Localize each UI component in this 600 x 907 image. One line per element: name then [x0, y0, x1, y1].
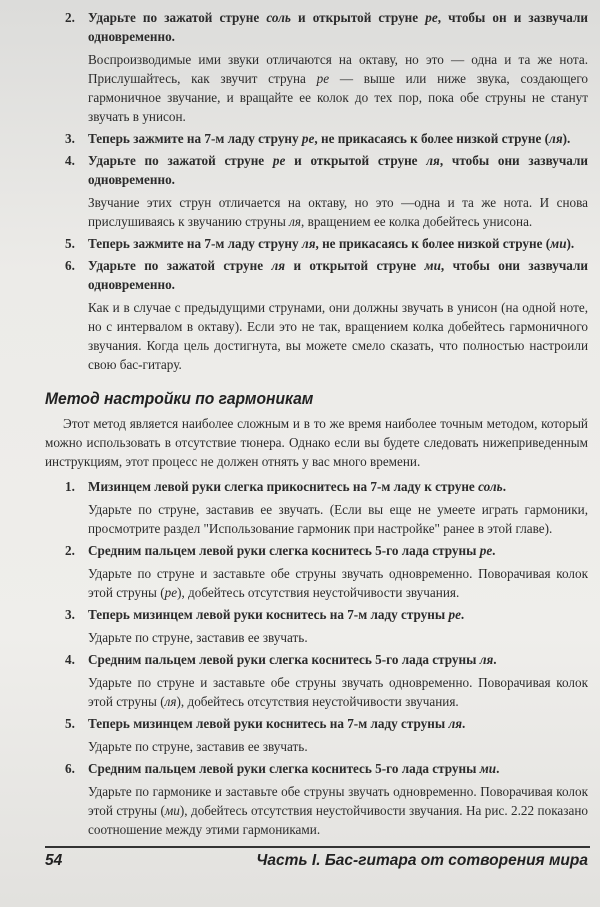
text-run: ).	[566, 236, 575, 251]
text-run: Средним пальцем левой руки слегка коснитесь 5-го лада струны	[88, 543, 480, 558]
step-number: 3.	[65, 131, 75, 146]
text-run: Средним пальцем левой руки слегка коснитесь 5-го лада струны	[88, 652, 480, 667]
step-title	[88, 714, 588, 733]
step-title	[88, 541, 588, 560]
italic-term: ре	[272, 153, 286, 168]
text-run: .	[496, 761, 500, 776]
text-run: Теперь зажмите на 7-м ладу струну	[88, 236, 302, 251]
text-run: Ударьте по струне и заставьте обе струны звучать одновременно. Поворачивая колок этой струны (	[88, 675, 588, 709]
italic-term: ми	[164, 803, 180, 818]
step-body	[88, 564, 588, 602]
italic-term: ля	[289, 214, 302, 229]
italic-term: ре	[448, 607, 461, 622]
text-run: и открытой струне	[285, 258, 425, 273]
text-run: Ударьте по струне, заставив ее звучать. (Если вы еще не умеете играть гармоники, просмотрите раздел "Использование гармоник при настройке" ранее в этой главе).	[88, 502, 588, 536]
text-run: ).	[562, 131, 571, 146]
step-title	[88, 256, 588, 294]
step-title	[88, 8, 588, 46]
step-title	[88, 650, 588, 669]
step-body	[88, 500, 588, 538]
text-run: Ударьте по гармонике и заставьте обе струны звучать одновременно. Поворачивая колок этой струны (	[88, 784, 588, 818]
text-run: Ударьте по зажатой струне	[88, 153, 273, 168]
text-run: Ударьте по струне, заставив ее звучать.	[88, 630, 308, 645]
step-body	[88, 737, 588, 756]
italic-term: ля	[448, 716, 463, 731]
running-title: Часть I. Бас-гитара от сотворения мира	[256, 852, 588, 869]
italic-term: соль	[266, 10, 291, 25]
text-run: Ударьте по зажатой струне	[88, 258, 272, 273]
italic-term: ми	[424, 258, 441, 273]
text-run: , чтобы они зазвучали одновременно.	[88, 258, 589, 292]
text-run: .	[492, 543, 496, 558]
text-run: Теперь мизинцем левой руки коснитесь на 7-м ладу струны	[88, 716, 449, 731]
step-number: 2.	[65, 10, 75, 25]
step-number: 5.	[65, 236, 75, 251]
italic-term: ре	[301, 131, 315, 146]
text-run: .	[493, 652, 497, 667]
step-number: 4.	[65, 652, 75, 667]
text-run: Звучание этих струн отличается на октаву, но это —одна и та же нота. И снова прислушиваясь к звучанию струны	[88, 195, 588, 229]
page-number: 54	[45, 852, 63, 869]
page-body	[45, 8, 588, 842]
step-title	[88, 759, 588, 778]
text-run: ), добейтесь отсутствия неустойчивости звучания. На рис. 2.22 показано соотношение между этими гармониками.	[88, 803, 588, 837]
step-body	[88, 628, 588, 647]
step-2-top	[65, 8, 589, 126]
harm-step-5	[65, 714, 588, 756]
step-4-top	[65, 151, 589, 231]
text-run: , вращением ее колка добейтесь унисона.	[301, 214, 533, 229]
harm-step-2	[65, 541, 588, 602]
italic-term: ля	[426, 153, 440, 168]
text-run: Ударьте по струне и заставьте обе струны звучать одновременно. Поворачивая колок этой струны (	[88, 566, 588, 600]
step-number: 3.	[65, 607, 75, 622]
italic-term: ля	[549, 131, 563, 146]
footer-rule	[45, 846, 590, 848]
italic-term: ля	[164, 694, 177, 709]
text-run: , чтобы он и зазвучали одновременно.	[88, 10, 589, 44]
step-6-top	[65, 256, 589, 374]
section-heading: Метод настройки по гармоникам	[45, 389, 314, 408]
text-run: Ударьте по зажатой струне	[88, 10, 267, 25]
step-body	[88, 298, 588, 374]
text-run: Мизинцем левой руки слегка прикоснитесь на 7-м ладу к струне	[88, 479, 479, 494]
text-run: и открытой струне	[285, 153, 427, 168]
italic-term: ля	[479, 652, 494, 667]
step-body	[88, 782, 588, 839]
step-number: 5.	[65, 716, 75, 731]
step-number: 6.	[65, 258, 75, 273]
step-title	[88, 605, 588, 624]
italic-term: ля	[271, 258, 286, 273]
text-run: Ударьте по струне, заставив ее звучать.	[88, 739, 308, 754]
step-number: 6.	[65, 761, 75, 776]
text-run: , чтобы они зазвучали одновременно.	[88, 153, 589, 187]
italic-term: ре	[164, 585, 178, 600]
step-body	[88, 673, 588, 711]
text-run: Воспроизводимые ими звуки отличаются на октаву, но это — одна и та же нота. Прислушайтесь, как звучит струна	[88, 52, 588, 86]
italic-term: ми	[479, 761, 497, 776]
step-5-top	[65, 234, 588, 253]
text-run: .	[462, 716, 466, 731]
step-number: 1.	[65, 479, 75, 494]
text-run: ), добейтесь отсутствия неустойчивости звучания.	[176, 694, 459, 709]
italic-term: ля	[301, 236, 316, 251]
italic-term: ре	[316, 71, 330, 86]
step-3-top	[65, 129, 588, 148]
harm-step-6	[65, 759, 588, 839]
text-run: , не прикасаясь к более низкой струне (	[315, 236, 551, 251]
step-title	[88, 234, 588, 253]
italic-term: ре	[425, 10, 438, 25]
harm-step-4	[65, 650, 588, 711]
italic-term: соль	[478, 479, 503, 494]
step-number: 2.	[65, 543, 75, 558]
step-body	[88, 50, 588, 126]
text-run: Как и в случае с предыдущими струнами, они должны звучать в унисон (на одной ноте, но с интервалом в октаву). Если это не так, вращением колка добейтесь гармоничного звучания. Когда цель достигнута, вы можете смело сказать, что полностью настроили свою бас-гитару.	[88, 300, 588, 372]
text-run: ), добейтесь отсутствия неустойчивости звучания.	[177, 585, 460, 600]
text-run: и открытой струне	[290, 10, 426, 25]
text-run: .	[502, 479, 506, 494]
step-title	[88, 477, 588, 496]
text-run: Средним пальцем левой руки слегка коснитесь 5-го лада струны	[88, 761, 480, 776]
step-title	[88, 151, 588, 189]
step-number: 4.	[65, 153, 75, 168]
text-run: — выше или ниже звука, создающего гармоничное звучание, и вращайте ее колок до тех пор, пока обе струны не станут звучать в унисон.	[88, 71, 589, 124]
step-body	[88, 193, 588, 231]
text-run: Теперь мизинцем левой руки коснитесь на 7-м ладу струны	[88, 607, 449, 622]
step-title	[88, 129, 588, 148]
italic-term: ре	[479, 543, 493, 558]
italic-term: ми	[550, 236, 567, 251]
text-run: .	[460, 607, 465, 622]
harm-step-1	[65, 477, 588, 538]
section-intro: Этот метод является наиболее сложным и в то же время наиболее точным методом, который можно использовать в отсутствие тюнера. Однако если вы будете следовать нижеприведенным инструкциям, этот процесс не должен отнять у вас много времени.	[45, 416, 588, 469]
text-run: Теперь зажмите на 7-м ладу струну	[88, 131, 302, 146]
text-run: , не прикасаясь к более низкой струне (	[314, 131, 550, 146]
harm-step-3	[65, 605, 588, 647]
